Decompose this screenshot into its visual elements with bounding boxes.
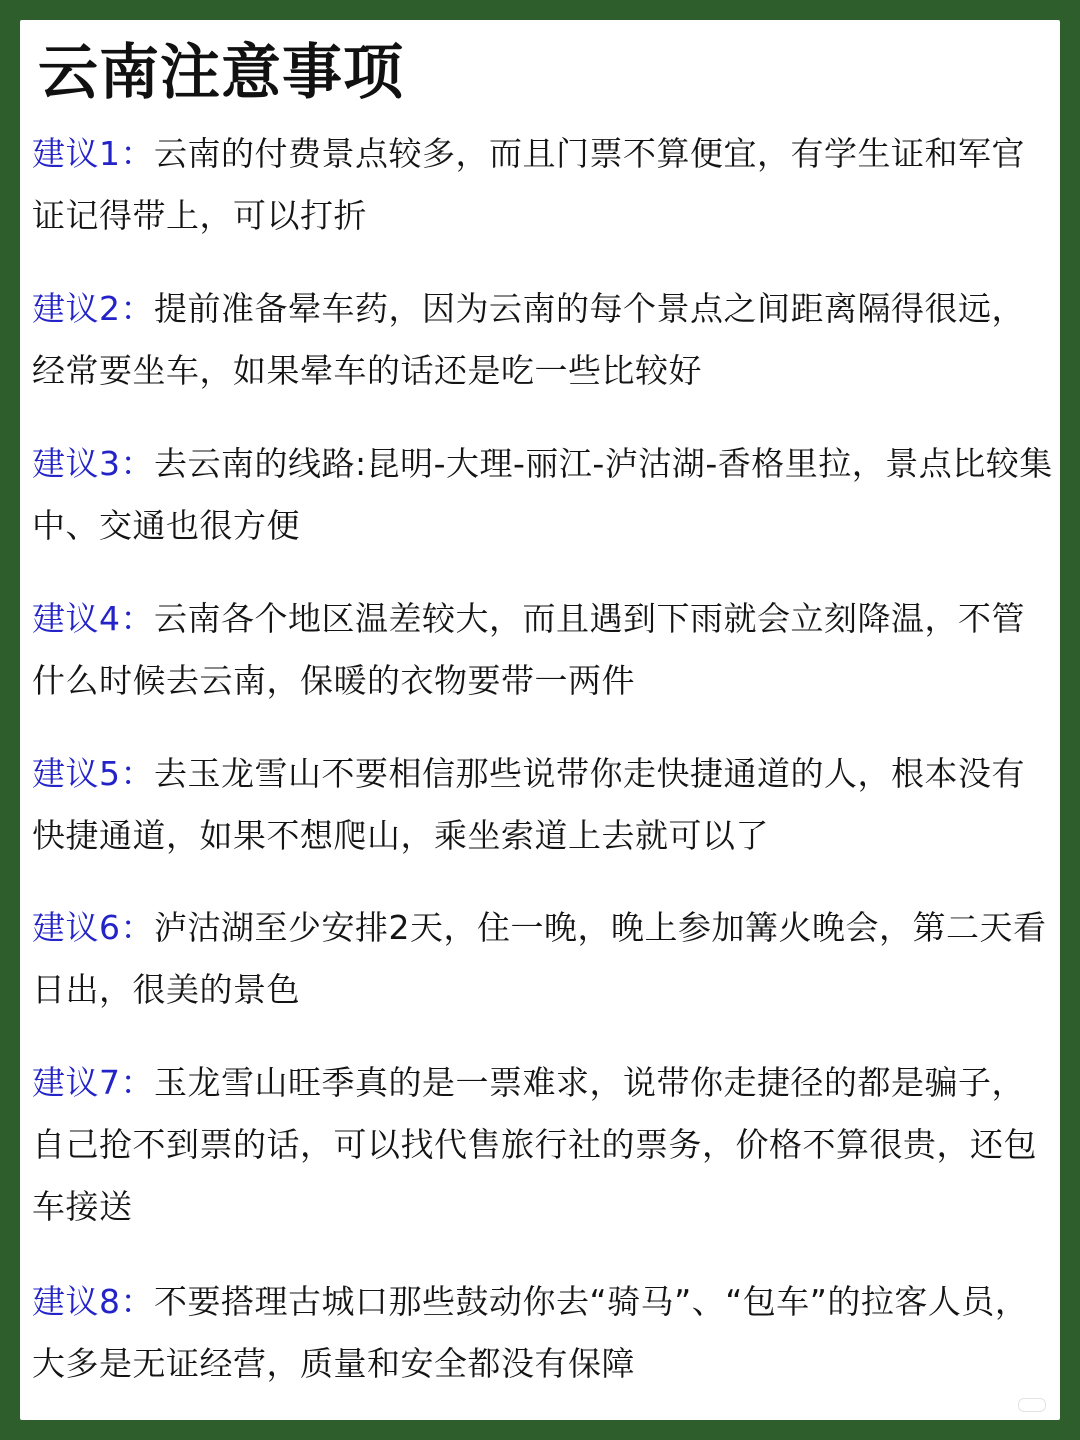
tip-3-label: 建议3： [32, 444, 154, 483]
tip-1 [32, 123, 1056, 247]
tip-2-label: 建议2： [32, 289, 154, 328]
tip-6-text: 泸沽湖至少安排2天，住一晚，晚上参加篝火晚会，第二天看日出，很美的景色 [32, 908, 1047, 1009]
tip-2 [32, 278, 1056, 402]
tip-4-label: 建议4： [32, 599, 154, 638]
tip-4 [32, 588, 1056, 712]
tip-5-label: 建议5： [32, 754, 154, 793]
tip-1-text: 云南的付费景点较多，而且门票不算便宜，有学生证和军官证记得带上，可以打折 [32, 134, 1025, 235]
tip-7 [32, 1052, 1056, 1238]
tip-2-text: 提前准备晕车药，因为云南的每个景点之间距离隔得很远，经常要坐车，如果晕车的话还是吃一些比较好 [32, 289, 1025, 390]
tip-8 [32, 1271, 1056, 1395]
tip-8-label: 建议8： [32, 1282, 154, 1321]
tip-5-text: 去玉龙雪山不要相信那些说带你走快捷通道的人，根本没有快捷通道，如果不想爬山，乘坐索道上去就可以了 [32, 754, 1025, 855]
tip-3-text: 去云南的线路:昆明-大理-丽江-泸沽湖-香格里拉，景点比较集中、交通也很方便 [32, 444, 1053, 545]
page-title: 云南注意事项 [38, 38, 404, 108]
watermark-mark [1018, 1398, 1046, 1412]
tip-1-label: 建议1： [32, 134, 154, 173]
content-card [20, 20, 1060, 1420]
tip-4-text: 云南各个地区温差较大，而且遇到下雨就会立刻降温，不管什么时候去云南，保暖的衣物要带一两件 [32, 599, 1025, 700]
tip-7-text: 玉龙雪山旺季真的是一票难求，说带你走捷径的都是骗子，自己抢不到票的话，可以找代售旅行社的票务，价格不算很贵，还包车接送 [32, 1063, 1037, 1226]
tip-3 [32, 433, 1056, 557]
tip-6-label: 建议6： [32, 908, 154, 947]
tip-5 [32, 743, 1056, 867]
tip-8-text: 不要搭理古城口那些鼓动你去“骑马”、“包车”的拉客人员，大多是无证经营，质量和安全都没有保障 [32, 1282, 1029, 1383]
tip-7-label: 建议7： [32, 1063, 154, 1102]
tip-6 [32, 897, 1056, 1021]
